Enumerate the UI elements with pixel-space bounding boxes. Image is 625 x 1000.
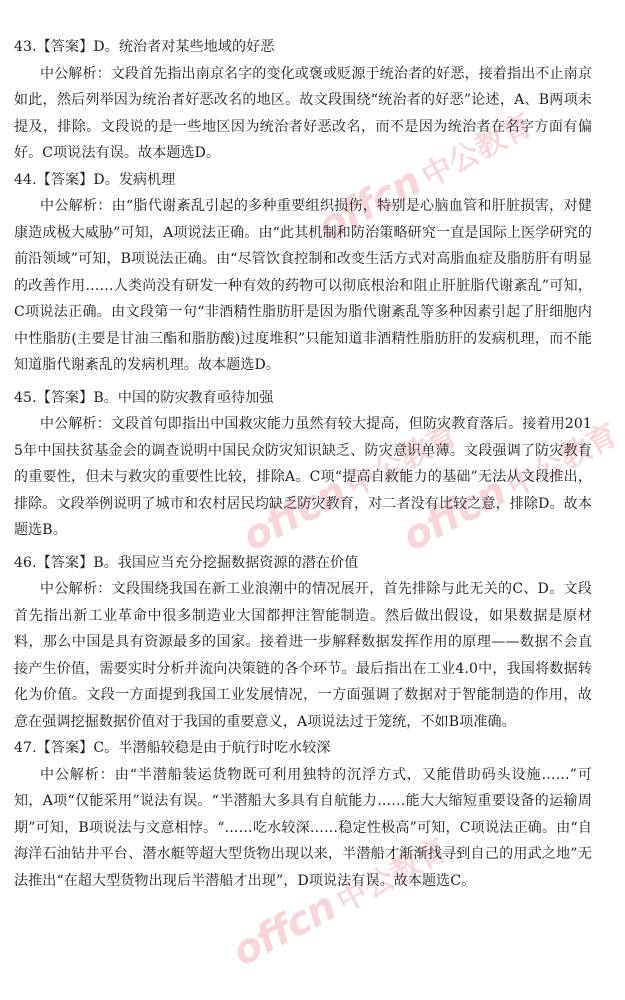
- watermark-text: 中公教育: [331, 832, 454, 920]
- answer-line: 46.【答案】B。我国应当充分挖掘数据资源的潜在价值: [14, 554, 359, 571]
- question-item-46: [14, 550, 592, 736]
- analysis-paragraph: 中公解析：由“半潜船装运货物既可利用独特的沉浮方式，又能借助码头设施……”可知，A项“仅能采用”说法有误。“半潜船大多具有自航能力……能大大缩短重要设备的运输周期”可知，B项说法与文意相悖。“……吃水较深……稳定性极高”可知，C项说法正确。由“自海洋石油钻井平台、潜水艇等超大型货物出现以来，半潜船才渐渐找寻到自己的用武之地”无法推出“在超大型货物出现后半潜船才出现”，D项说法有误。故本题选C。: [14, 766, 592, 889]
- offcn-logo: offcn: [225, 883, 344, 976]
- offcn-logo: offcn: [235, 468, 354, 561]
- question-item-43: [14, 34, 592, 167]
- offcn-logo: offcn: [395, 468, 514, 561]
- answer-line: 47.【答案】C。半潜船较稳是由于航行时吃水较深: [14, 740, 331, 756]
- answer-analysis-list: [14, 34, 592, 894]
- question-item-47: [14, 735, 592, 894]
- analysis-paragraph: 中公解析：文段首先指出南京名字的变化或褒或贬源于统治者的好恶，接着指出不止南京如此，然后列举因为统治者好恶改名的地区。故文段围绕“统治者的好恶”论述，A、B两项未提及，排除。文段说的是一些地区因为统治者好恶改名，而不是因为统治者在名字方面有偏好。C项说法有误。故本题选D。: [14, 65, 592, 161]
- answer-line: 43.【答案】D。统治者对某些地域的好恶: [14, 39, 275, 55]
- watermark-text: 中公教育: [416, 107, 539, 195]
- offcn-logo: offcn: [310, 158, 429, 251]
- analysis-paragraph: 中公解析：文段首句即指出中国救灾能力虽然有较大提高，但防灾教育落后。接着用2015年中国扶贫基金会的调查说明中国民众防灾知识缺乏、防灾意识单薄。文段强调了防灾教育的重要性，但未与救灾的重要性比较，排除A。C项“提高自救能力的基础”无法从文段推出，排除。文段举例说明了城市和农村居民均缺乏防灾教育，对二者没有比较之意，排除D。故本题选B。: [14, 416, 592, 538]
- question-item-45: [14, 385, 592, 544]
- watermark-text: 中公教育: [341, 417, 464, 505]
- analysis-paragraph: 中公解析：由“脂代谢紊乱引起的多种重要组织损伤，特别是心脑血管和肝脏损害，对健康造成极大威胁”可知，A项说法正确。由“此其机制和防治策略研究一直是国际上医学研究的前沿领域”可知，B项说法正确。由“尽管饮食控制和改变生活方式对高脂血症及脂肪肝有明显的改善作用……人类尚没有研发一种有效的药物可以彻底根治和阻止肝脏脂代谢紊乱”可知，C项说法正确。由文段第一句“非酒精性脂肪肝是因为脂代谢紊乱等多种因素引起了肝细胞内中性脂肪(主要是甘油三酯和脂肪酸)过度堆积”只能知道非酒精性脂肪肝的发病机理，而不能知道脂代谢紊乱的发病机理。故本题选D。: [14, 198, 592, 373]
- answer-line: 45.【答案】B。中国的防灾教育亟待加强: [14, 389, 274, 406]
- answer-line: 44.【答案】D。发病机理: [14, 171, 176, 188]
- watermark-text: 中公教育: [501, 417, 624, 505]
- question-item-44: [14, 167, 592, 379]
- analysis-paragraph: 中公解析：文段围绕我国在新工业浪潮中的情况展开，首先排除与此无关的C、D。文段首先指出新工业革命中很多制造业大国都押注智能制造。然后做出假设，如果数据是原材料，那么中国是具有资源最多的国家。接着进一步解释数据发挥作用的原理——数据不会直接产生价值，需要实时分析并流向决策链的各个环节。最后指出在工业4.0中，我国将数据转化为价值。文段一方面提到我国工业发展情况，一方面强调了数据对于智能制造的作用，故意在强调挖掘数据价值对于我国的重要意义，A项说法过于笼统，不如B项准确。: [14, 581, 592, 730]
